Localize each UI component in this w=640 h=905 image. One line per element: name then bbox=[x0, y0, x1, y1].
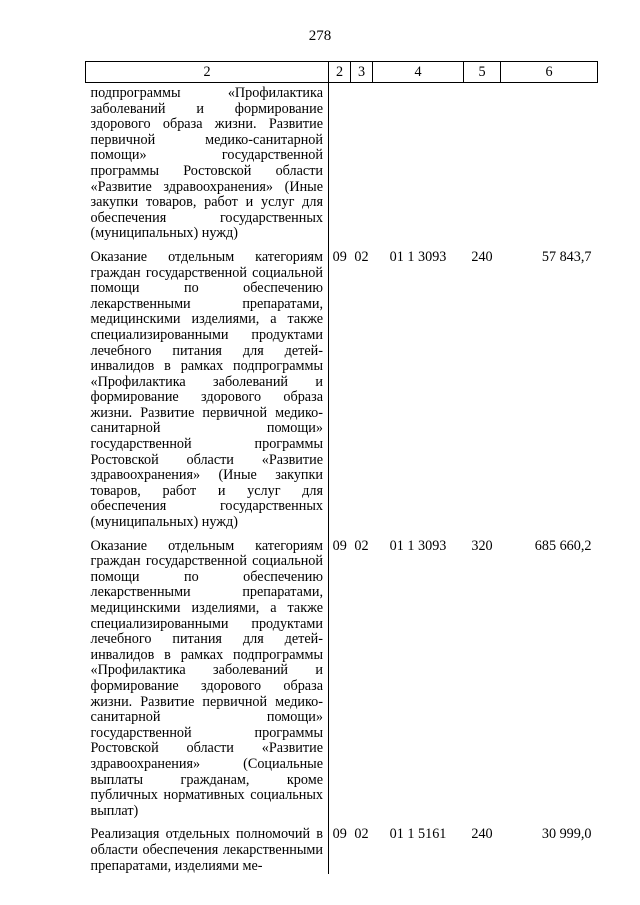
row-vr bbox=[464, 83, 501, 250]
header-col-csr: 4 bbox=[373, 62, 464, 83]
row-sum bbox=[501, 83, 598, 250]
row-csr: 01 1 3093 bbox=[389, 537, 447, 554]
row-rz: 09 bbox=[332, 248, 347, 265]
row-name: Реализация отдельных полномочий в области обеспечения лекарственными препаратами, изделиями ме- bbox=[86, 827, 329, 874]
row-pr: 02 bbox=[354, 826, 369, 843]
row-pr: 02 bbox=[354, 248, 369, 265]
row-rz: 09 bbox=[332, 826, 347, 843]
header-col-name: 2 bbox=[86, 62, 329, 83]
row-name: подпрограммы «Профилактика заболеваний и формирование здорового образа жизни. Развитие первичной медико-санитарной помощи» государственной программы Ростовской области «Развитие здравоохранения» (Иные закупки товаров, работ и услуг для обеспечения государственных (муниципальных) нужд) bbox=[86, 83, 329, 250]
row-name: Оказание отдельным категориям граждан государственной социальной помощи по обеспечению лекарственными препаратами, медицинскими изделиями, а также специализированными продуктами лечебного питания для детей-инвалидов в рамках подпрограммы «Профилактика заболеваний и формирование здорового образа жизни. Развитие первичной медико-санитарной помощи» государственной программы Ростовской области «Развитие здравоохранения» (Иные закупки товаров, работ и услуг для обеспечения государственных (муниципальных) нужд) bbox=[86, 250, 329, 539]
table-row bbox=[86, 250, 598, 539]
header-col-sum: 6 bbox=[501, 62, 598, 83]
table-header-row bbox=[86, 62, 598, 83]
row-sum: 685 660,2 bbox=[534, 537, 592, 554]
row-vr: 320 bbox=[471, 537, 493, 554]
row-pr bbox=[351, 83, 373, 250]
row-vr: 240 bbox=[471, 826, 493, 843]
row-name: Оказание отдельным категориям граждан государственной социальной помощи по обеспечению лекарственными препаратами, медицинскими изделиями, а также специализированными продуктами лечебного питания для детей-инвалидов в рамках подпрограммы «Профилактика заболеваний и формирование здорового образа жизни. Развитие первичной медико-санитарной помощи» государственной программы Ростовской области «Развитие здравоохранения» (Социальные выплаты гражданам, кроме публичных нормативных социальных выплат) bbox=[86, 539, 329, 828]
row-csr: 01 1 3093 bbox=[389, 248, 447, 265]
table-row bbox=[86, 539, 598, 828]
page-number: 278 bbox=[308, 28, 332, 44]
row-csr: 01 1 5161 bbox=[389, 826, 447, 843]
table-row bbox=[86, 83, 598, 250]
header-col-vr: 5 bbox=[464, 62, 501, 83]
row-sum: 30 999,0 bbox=[541, 826, 592, 843]
row-sum: 57 843,7 bbox=[541, 248, 592, 265]
budget-table bbox=[85, 61, 598, 874]
table-row bbox=[86, 827, 598, 874]
row-pr: 02 bbox=[354, 537, 369, 554]
row-vr: 240 bbox=[471, 248, 493, 265]
header-col-pr: 3 bbox=[351, 62, 373, 83]
row-rz: 09 bbox=[332, 537, 347, 554]
row-csr bbox=[373, 83, 464, 250]
row-rz bbox=[329, 83, 351, 250]
header-col-rz: 2 bbox=[329, 62, 351, 83]
